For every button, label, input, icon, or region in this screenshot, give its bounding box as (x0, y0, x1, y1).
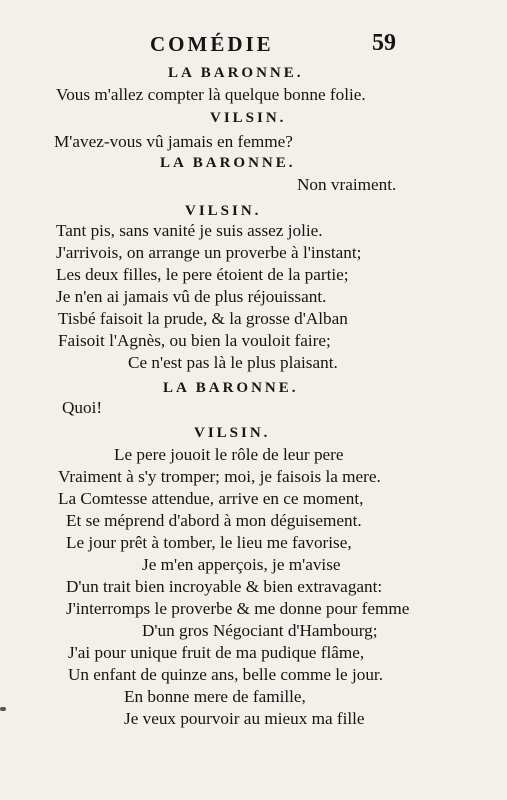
speaker-name: LA BARONNE. (163, 380, 299, 396)
page-header (0, 30, 507, 62)
verse-line: Le jour prêt à tomber, le lieu me favorise, (66, 533, 352, 552)
page-number: 59 (372, 30, 396, 56)
verse-line: Tisbé faisoit la prude, & la grosse d'Alban (58, 309, 348, 328)
verse-line: Tant pis, sans vanité je suis assez jolie. (56, 221, 323, 240)
verse-line: J'arrivois, on arrange un proverbe à l'instant; (56, 243, 362, 262)
verse-line: Et se méprend d'abord à mon déguisement. (66, 511, 362, 530)
verse-line: La Comtesse attendue, arrive en ce moment, (58, 489, 364, 508)
verse-line: D'un trait bien incroyable & bien extravagant: (66, 577, 383, 596)
verse-line: J'interromps le proverbe & me donne pour femme (66, 599, 410, 618)
verse-line: Je n'en ai jamais vû de plus réjouissant. (56, 287, 327, 306)
verse-line: Ce n'est pas là le plus plaisant. (128, 353, 338, 372)
verse-line: Faisoit l'Agnès, ou bien la vouloit faire; (58, 331, 331, 350)
verse-line: En bonne mere de famille, (124, 687, 306, 706)
speaker-name: VILSIN. (210, 110, 287, 126)
verse-line: Je m'en apperçois, je m'avise (142, 555, 341, 574)
verse-line: J'ai pour unique fruit de ma pudique flâme, (68, 643, 365, 662)
margin-ink-mark (0, 707, 6, 711)
running-title: COMÉDIE (150, 32, 274, 56)
verse-line: M'avez-vous vû jamais en femme? (54, 132, 293, 151)
verse-line: D'un gros Négociant d'Hambourg; (142, 621, 378, 640)
speaker-name: VILSIN. (194, 425, 271, 441)
verse-line: Un enfant de quinze ans, belle comme le jour. (68, 665, 383, 684)
verse-line: Vous m'allez compter là quelque bonne folie. (56, 85, 366, 104)
verse-line: Quoi! (62, 398, 103, 417)
speaker-name: LA BARONNE. (160, 155, 296, 171)
verse-line: Vraiment à s'y tromper; moi, je faisois la mere. (58, 467, 381, 486)
verse-line: Non vraiment. (297, 175, 397, 194)
verse-line: Le pere jouoit le rôle de leur pere (114, 445, 344, 464)
speaker-name: VILSIN. (185, 203, 262, 219)
verse-line: Les deux filles, le pere étoient de la partie; (56, 265, 349, 284)
speaker-name: LA BARONNE. (168, 65, 304, 81)
verse-line: Je veux pourvoir au mieux ma fille (124, 709, 365, 728)
